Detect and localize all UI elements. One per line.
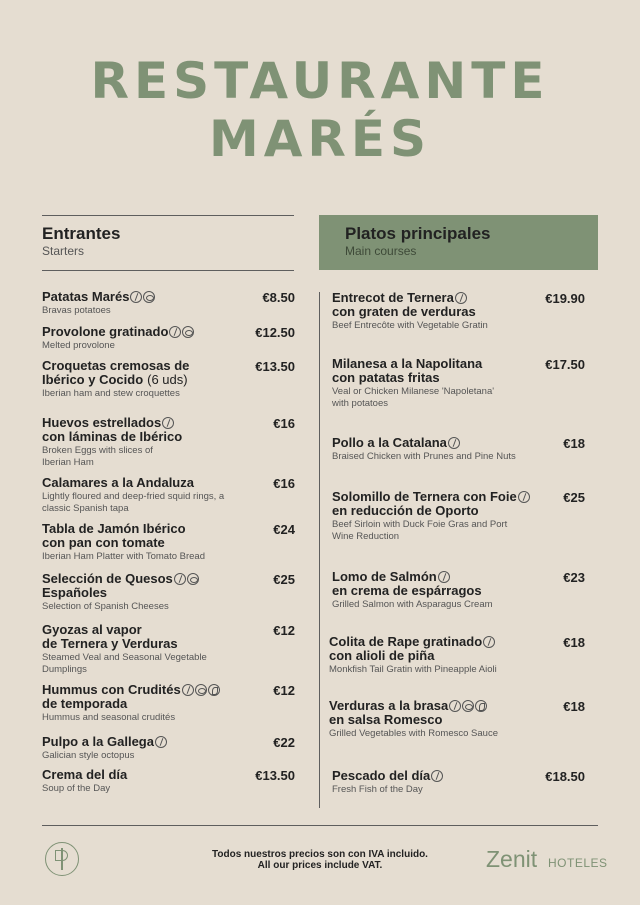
dish-price: €24 — [273, 522, 295, 537]
dish-name-line2 — [42, 430, 182, 444]
dish-price: €22 — [273, 735, 295, 750]
dish-name — [332, 769, 443, 783]
dish-name-line2-text: con láminas de Ibérico — [42, 429, 183, 444]
menu-item — [42, 683, 220, 724]
dish-name-line2 — [332, 584, 493, 598]
dish-name-line2 — [42, 586, 199, 600]
dish-name-text: Crema del día — [42, 767, 128, 782]
dish-price: €12 — [273, 623, 295, 638]
dish-name — [332, 291, 488, 305]
dish-name — [42, 735, 167, 749]
dish-name — [42, 572, 199, 586]
gluten-free-icon — [182, 684, 194, 696]
fish-icon — [143, 291, 155, 303]
fish-icon — [462, 700, 474, 712]
menu-item — [332, 436, 516, 463]
main-courses-subtitle: Main courses — [345, 244, 417, 258]
dish-price: €23 — [563, 570, 585, 585]
column-divider — [319, 292, 320, 808]
restaurant-logo — [45, 842, 79, 876]
dish-name-line2-text: con patatas fritas — [332, 370, 440, 385]
dish-price: €13.50 — [255, 768, 295, 783]
dish-name-line2 — [332, 504, 530, 518]
dish-name-text: Pollo a la Catalana — [332, 435, 447, 450]
dish-name-text: Selección de Quesos — [42, 571, 173, 586]
restaurant-title-line2: MARÉS — [208, 110, 432, 168]
gluten-free-icon — [162, 417, 174, 429]
dish-name-line2 — [42, 697, 220, 711]
dish-price: €16 — [273, 416, 295, 431]
dish-name-line2 — [332, 305, 488, 319]
dish-name-text: Pescado del día — [332, 768, 431, 783]
fish-icon — [187, 573, 199, 585]
dish-name — [332, 490, 530, 504]
divider — [42, 270, 294, 271]
dish-name-text: Lomo de Salmón — [332, 569, 437, 584]
dish-name-text: Milanesa a la Napolitana — [332, 356, 483, 371]
gluten-free-icon — [130, 291, 142, 303]
dish-price: €8.50 — [262, 290, 295, 305]
dish-name-line2-text: de Ternera y Verduras — [42, 636, 178, 651]
dish-description: Galician style octopus — [42, 750, 135, 761]
menu-item — [42, 623, 207, 676]
dish-name-line2-text: con graten de verduras — [332, 304, 476, 319]
dish-name — [329, 635, 497, 649]
dish-description: Braised Chicken with Prunes and Pine Nuts — [332, 451, 516, 462]
dish-name-text: Hummus con Crudités — [42, 682, 181, 697]
gluten-free-icon — [483, 636, 495, 648]
dish-name — [42, 290, 155, 304]
menu-item — [42, 476, 224, 515]
menu-item — [42, 522, 205, 563]
menu-item — [42, 325, 194, 352]
dish-name-text: Verduras a la brasa — [329, 698, 449, 713]
dish-name — [332, 436, 516, 450]
dish-description-line2: Dumplings — [42, 664, 87, 675]
gluten-free-icon — [174, 573, 186, 585]
menu-item — [332, 769, 443, 796]
dish-price: €18.50 — [545, 769, 585, 784]
menu-item — [42, 735, 167, 762]
dish-description: Veal or Chicken Milanese 'Napoletana' — [332, 386, 495, 397]
vegan-icon — [208, 684, 220, 696]
starters-subtitle: Starters — [42, 244, 85, 258]
dish-name-text: Colita de Rape gratinado — [329, 634, 483, 649]
dish-description-line2: Iberian Ham — [42, 457, 94, 468]
restaurant-title-line1: RESTAURANTE — [90, 52, 550, 110]
gluten-free-icon — [431, 770, 443, 782]
dish-description-line2: with potatoes — [332, 398, 388, 409]
dish-name-text: Gyozas al vapor — [42, 622, 142, 637]
dish-description: Melted provolone — [42, 340, 115, 351]
dish-description: Bravas potatoes — [42, 305, 111, 316]
brand-sub: HOTELES — [548, 856, 608, 870]
gluten-free-icon — [449, 700, 461, 712]
dish-name-line2-text: Ibérico y Cocido — [42, 372, 144, 387]
vegan-icon — [475, 700, 487, 712]
dish-description: Iberian ham and stew croquettes — [42, 388, 180, 399]
vat-note-es: Todos nuestros precios son con IVA incluido. — [212, 849, 428, 860]
gluten-free-icon — [455, 292, 467, 304]
dish-name-text: Entrecot de Ternera — [332, 290, 454, 305]
dish-name — [332, 357, 494, 371]
dish-description: Beef Entrecôte with Vegetable Gratin — [332, 320, 488, 331]
menu-item — [42, 359, 189, 400]
gluten-free-icon — [155, 736, 167, 748]
dish-description-line2: classic Spanish tapa — [42, 503, 129, 514]
dish-description: Lightly floured and deep-fried squid rings, a — [42, 491, 225, 502]
dish-description: Iberian Ham Platter with Tomato Bread — [42, 551, 205, 562]
menu-item — [332, 490, 530, 543]
dish-name-line2 — [42, 637, 207, 651]
dish-price: €18 — [563, 436, 585, 451]
menu-item — [42, 572, 199, 613]
dish-name-text: Pulpo a la Gallega — [42, 734, 154, 749]
dish-description: Selection of Spanish Cheeses — [42, 601, 169, 612]
dish-name-line2 — [329, 713, 498, 727]
dish-price: €25 — [273, 572, 295, 587]
main-courses-title: Platos principales — [345, 224, 491, 243]
dish-description: Grilled Salmon with Asparagus Cream — [332, 599, 493, 610]
dish-name — [42, 683, 220, 697]
dish-price: €16 — [273, 476, 295, 491]
vat-note-en: All our prices include VAT. — [257, 860, 383, 871]
fish-icon — [195, 684, 207, 696]
dish-description: Beef Sirloin with Duck Foie Gras and Port — [332, 519, 508, 530]
menu-item — [42, 416, 182, 469]
menu-item — [329, 635, 497, 676]
dish-name-line2 — [42, 536, 205, 550]
dish-name — [42, 416, 182, 430]
dish-name-line2-text: con pan con tomate — [42, 535, 165, 550]
dish-description-line2: Wine Reduction — [332, 531, 400, 542]
dish-name — [332, 570, 493, 584]
menu-item — [329, 699, 498, 740]
dish-name-line2-text: Españoles — [42, 585, 108, 600]
dish-description: Soup of the Day — [42, 783, 111, 794]
gluten-free-icon — [438, 571, 450, 583]
dish-price: €19.90 — [545, 291, 585, 306]
dish-name — [42, 623, 207, 637]
dish-price: €18 — [563, 699, 585, 714]
dish-description: Fresh Fish of the Day — [332, 784, 423, 795]
dish-description: Monkfish Tail Gratin with Pineapple Aioli — [329, 664, 497, 675]
dish-name-line2 — [42, 373, 189, 387]
dish-name — [42, 359, 189, 373]
dish-name — [42, 325, 194, 339]
dish-quantity: (6 uds) — [147, 372, 188, 387]
dish-price: €18 — [563, 635, 585, 650]
dish-description: Grilled Vegetables with Romesco Sauce — [329, 728, 498, 739]
starters-title: Entrantes — [42, 224, 121, 243]
dish-name-line2-text: de temporada — [42, 696, 128, 711]
divider — [42, 215, 294, 216]
menu-item — [332, 570, 493, 611]
gluten-free-icon — [448, 437, 460, 449]
dish-name — [42, 522, 205, 536]
dish-name — [42, 476, 224, 490]
dish-name-line2 — [332, 371, 494, 385]
fish-icon — [182, 326, 194, 338]
footer-divider — [42, 825, 598, 826]
dish-price: €17.50 — [545, 357, 585, 372]
menu-item — [332, 357, 494, 410]
dish-name-line2-text: en salsa Romesco — [329, 712, 443, 727]
dish-name-text: Provolone gratinado — [42, 324, 169, 339]
dish-name-text: Calamares a la Andaluza — [42, 475, 194, 490]
dish-name — [329, 699, 498, 713]
dish-name-text: Solomillo de Ternera con Foie — [332, 489, 517, 504]
gluten-free-icon — [169, 326, 181, 338]
dish-description: Steamed Veal and Seasonal Vegetable — [42, 652, 207, 663]
dish-name-line2 — [329, 649, 497, 663]
dish-name-line2-text: en reducción de Oporto — [332, 503, 479, 518]
dish-price: €12 — [273, 683, 295, 698]
dish-name-text: Croquetas cremosas de — [42, 358, 190, 373]
dish-price: €13.50 — [255, 359, 295, 374]
dish-name-text: Patatas Marés — [42, 289, 130, 304]
dish-name-line2-text: en crema de espárragos — [332, 583, 482, 598]
vat-note — [160, 849, 480, 871]
menu-item — [42, 768, 127, 795]
dish-name-line2-text: con alioli de piña — [329, 648, 435, 663]
brand-name: Zenit — [486, 846, 538, 872]
menu-item — [42, 290, 155, 317]
dish-name — [42, 768, 127, 782]
dish-name-text: Tabla de Jamón Ibérico — [42, 521, 186, 536]
dish-description: Hummus and seasonal crudités — [42, 712, 176, 723]
dish-name-text: Huevos estrellados — [42, 415, 162, 430]
dish-price: €12.50 — [255, 325, 295, 340]
dish-description: Broken Eggs with slices of — [42, 445, 153, 456]
dish-price: €25 — [563, 490, 585, 505]
menu-item — [332, 291, 488, 332]
